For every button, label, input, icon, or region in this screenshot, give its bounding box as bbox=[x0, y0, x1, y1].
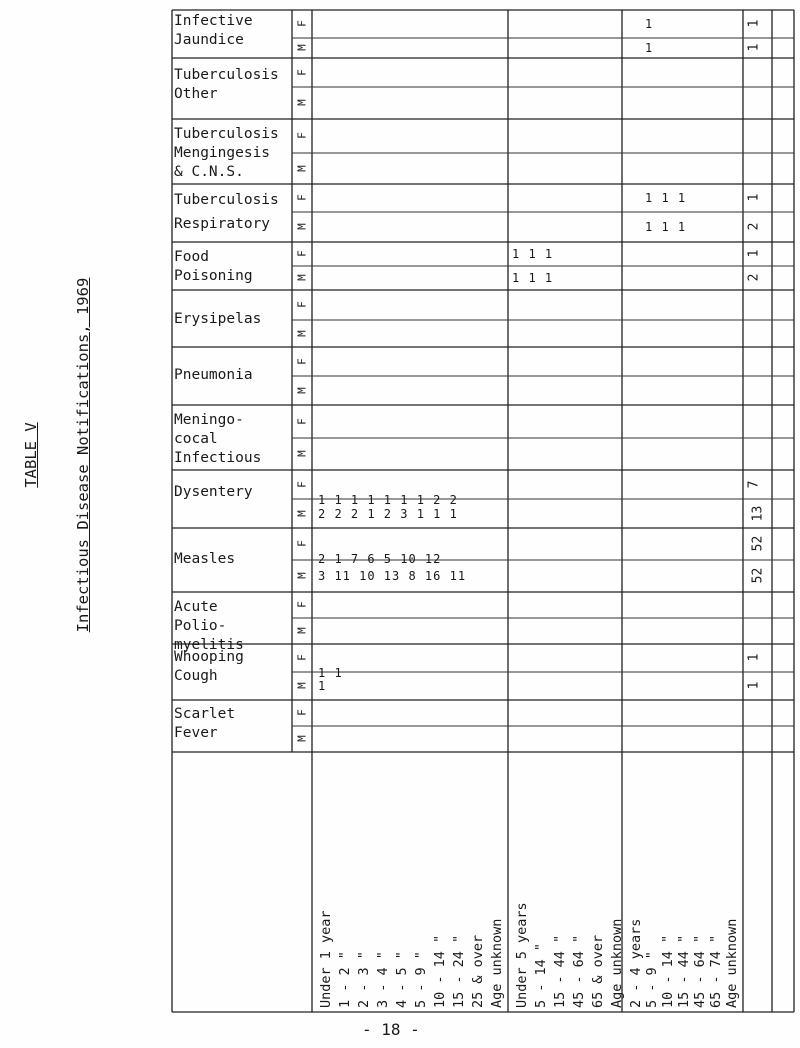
age-group-label: 10 - 14 " bbox=[660, 934, 676, 1008]
disease-name: Erysipelas bbox=[174, 311, 262, 327]
sex-label-male: M bbox=[295, 164, 309, 172]
age-group-label: 65 & over bbox=[590, 934, 606, 1008]
age-group-label: Under 1 year bbox=[318, 910, 334, 1008]
age-group-label: 45 - 64 " bbox=[571, 934, 587, 1008]
female-total: 1 bbox=[746, 249, 762, 258]
age-group-label: 4 - 5 " bbox=[394, 951, 410, 1008]
female-age-entries: 2 1 7 6 5 10 12 bbox=[318, 552, 442, 566]
sex-label-male: M bbox=[295, 509, 309, 517]
age-group-label: 1 - 2 " bbox=[337, 951, 353, 1008]
sex-label-male: M bbox=[295, 735, 309, 742]
female-total: 1 bbox=[746, 19, 762, 28]
female-total: 1 bbox=[746, 653, 762, 662]
disease-name: Food Poisoning bbox=[174, 249, 253, 284]
disease-name: Infective Jaundice bbox=[174, 13, 253, 48]
age-group-label: 15 - 44 " bbox=[676, 934, 692, 1008]
disease-name: Tuberculosis Respiratory bbox=[174, 192, 279, 232]
sex-label-female: F bbox=[295, 68, 309, 76]
sex-label-male: M bbox=[295, 223, 309, 230]
age-group-label: 2 - 4 years bbox=[628, 918, 644, 1008]
male-total: 2 bbox=[746, 222, 762, 231]
sex-label-male: M bbox=[295, 572, 309, 579]
age-group-label: 15 - 44 " bbox=[552, 934, 568, 1008]
sex-label-male: M bbox=[295, 44, 309, 51]
age-group-label: 3 - 4 " bbox=[375, 951, 391, 1008]
male-age-entries: 3 11 10 13 8 16 11 bbox=[318, 569, 467, 583]
age-group-label: 2 - 3 " bbox=[356, 951, 372, 1008]
female-mid-entries: 1 1 1 bbox=[512, 247, 554, 261]
disease-name: Tuberculosis Other bbox=[174, 67, 279, 102]
sex-label-female: F bbox=[295, 20, 309, 27]
age-group-label: 10 - 14 " bbox=[432, 934, 448, 1008]
sex-label-male: M bbox=[295, 450, 309, 457]
female-age-entries: 1 1 bbox=[318, 666, 343, 680]
male-mid-entries: 1 1 1 bbox=[512, 271, 554, 285]
male-age-entries: 1 bbox=[318, 679, 327, 693]
female-mid-entries: 1 1 1 bbox=[645, 191, 687, 205]
sex-label-female: F bbox=[295, 480, 309, 488]
male-total: 1 bbox=[746, 681, 762, 690]
male-total: 52 bbox=[750, 567, 766, 584]
male-mid-entries: 1 1 1 bbox=[645, 220, 687, 234]
sex-label-male: M bbox=[295, 682, 309, 689]
female-age-entries: 1 1 1 1 1 1 1 2 2 bbox=[318, 492, 458, 507]
sex-label-female: F bbox=[295, 654, 309, 661]
sex-label-male: M bbox=[295, 386, 309, 394]
age-group-label: 5 - 9 " bbox=[644, 951, 660, 1008]
disease-name: Measles bbox=[174, 551, 236, 567]
age-group-label: Age unknown bbox=[724, 918, 740, 1008]
male-age-entries: 2 2 2 1 2 3 1 1 1 bbox=[318, 506, 458, 521]
age-group-label: Age unknown bbox=[489, 918, 505, 1008]
sex-label-male: M bbox=[295, 274, 309, 281]
age-group-label: Under 5 years bbox=[514, 902, 530, 1008]
sex-label-female: F bbox=[295, 194, 309, 201]
disease-name: Acute Polio- myelitis bbox=[174, 599, 244, 653]
age-group-label: 25 & over bbox=[470, 934, 486, 1008]
age-group-label: 5 - 9 " bbox=[413, 951, 429, 1008]
sex-label-male: M bbox=[295, 627, 309, 634]
male-total: 2 bbox=[746, 273, 762, 282]
disease-name: Scarlet Fever bbox=[174, 706, 236, 741]
female-total: 52 bbox=[750, 535, 766, 552]
disease-name: Meningo- cocal Infectious bbox=[174, 412, 262, 466]
page-number: - 18 - bbox=[362, 1020, 420, 1039]
female-total: 1 bbox=[746, 193, 762, 202]
heading-line-2: TABLE V bbox=[22, 422, 40, 488]
sex-label-female: F bbox=[295, 540, 309, 547]
female-mid-entries: 1 bbox=[645, 17, 654, 31]
sex-label-female: F bbox=[295, 601, 309, 608]
sex-label-female: F bbox=[295, 709, 309, 716]
sex-label-male: M bbox=[295, 329, 309, 337]
age-group-label: 65 - 74 " bbox=[708, 934, 724, 1008]
age-group-label: Age unknown bbox=[609, 918, 625, 1008]
heading-line-3: Infectious Disease Notifications, 1969 bbox=[74, 277, 92, 633]
male-mid-entries: 1 bbox=[645, 41, 654, 55]
disease-name: Dysentery bbox=[174, 484, 253, 500]
sex-label-female: F bbox=[295, 132, 309, 139]
sex-label-female: F bbox=[295, 250, 309, 257]
age-group-label: 45 - 64 " bbox=[692, 934, 708, 1008]
disease-name: Pneumonia bbox=[174, 367, 253, 383]
sex-label-female: F bbox=[295, 301, 309, 308]
female-total: 7 bbox=[746, 480, 762, 488]
disease-name: Whooping Cough bbox=[174, 649, 244, 684]
age-group-label: 15 - 24 " bbox=[451, 934, 467, 1008]
male-total: 13 bbox=[750, 505, 766, 521]
disease-name: Tuberculosis Mengingesis & C.N.S. bbox=[174, 126, 279, 180]
age-group-label: 5 - 14 " bbox=[533, 942, 549, 1008]
sex-label-female: F bbox=[295, 417, 309, 425]
sex-label-male: M bbox=[295, 99, 309, 106]
sex-label-female: F bbox=[295, 357, 309, 365]
male-total: 1 bbox=[746, 43, 762, 52]
